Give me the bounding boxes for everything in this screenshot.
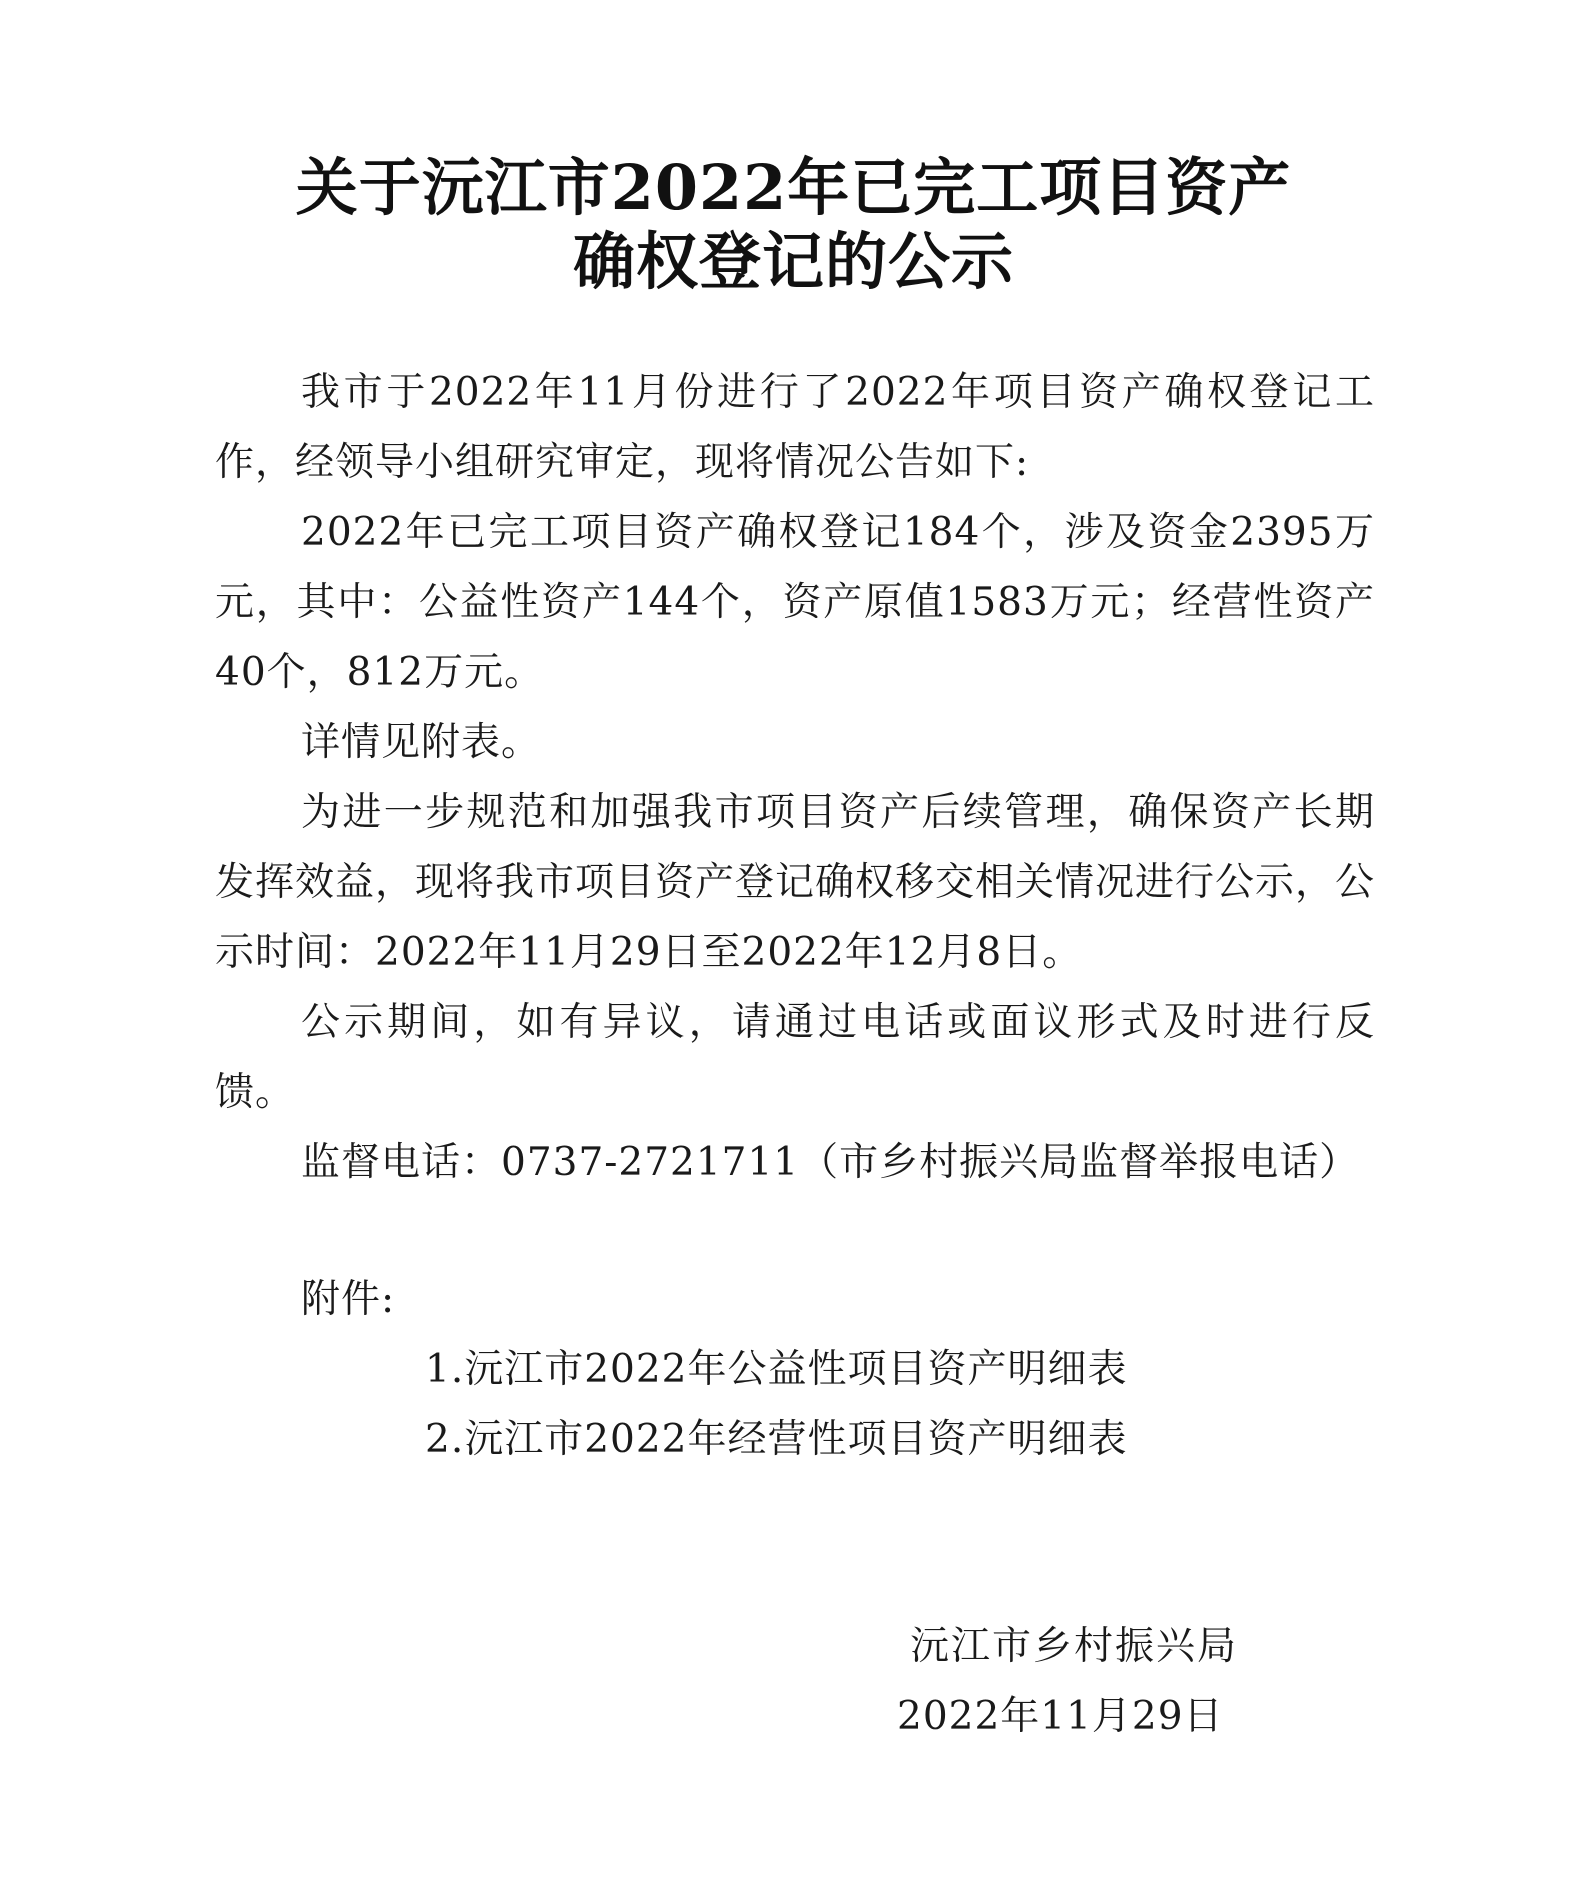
paragraph-hotline: 监督电话：0737-2721711（市乡村振兴局监督举报电话） [301,1140,1360,1185]
attachment-item: 1.沅江市2022年公益性项目资产明细表 [425,1347,1128,1392]
document-title-line-2: 确权登记的公示 [572,225,1014,298]
document-title-line-1: 关于沅江市2022年已完工项目资产 [295,151,1292,224]
signature-organization: 沅江市乡村振兴局 [910,1624,1239,1669]
document-body [215,358,1375,1198]
attachment-item: 2.沅江市2022年经营性项目资产明细表 [425,1417,1128,1462]
paragraph-summary: 2022年已完工项目资产确权登记184个，涉及资金2395万元，其中：公益性资产144个，资产原值1583万元；经营性资产40个，812万元。 [215,510,1375,695]
paragraph-intro: 我市于2022年11月份进行了2022年项目资产确权登记工作，经领导小组研究审定，现将情况公告如下: [215,370,1375,485]
signature-date: 2022年11月29日 [897,1694,1224,1739]
attachments-label: 附件: [301,1277,396,1322]
attachments-list [425,1335,1127,1475]
paragraph-publicity-period: 为进一步规范和加强我市项目资产后续管理，确保资产长期发挥效益，现将我市项目资产登记确权移交相关情况进行公示，公示时间：2022年11月29日至2022年12月8日。 [215,790,1376,975]
paragraph-objection: 公示期间，如有异议，请通过电话或面议形式及时进行反馈。 [215,1000,1375,1115]
paragraph-see-attachment: 详情见附表。 [301,720,542,765]
